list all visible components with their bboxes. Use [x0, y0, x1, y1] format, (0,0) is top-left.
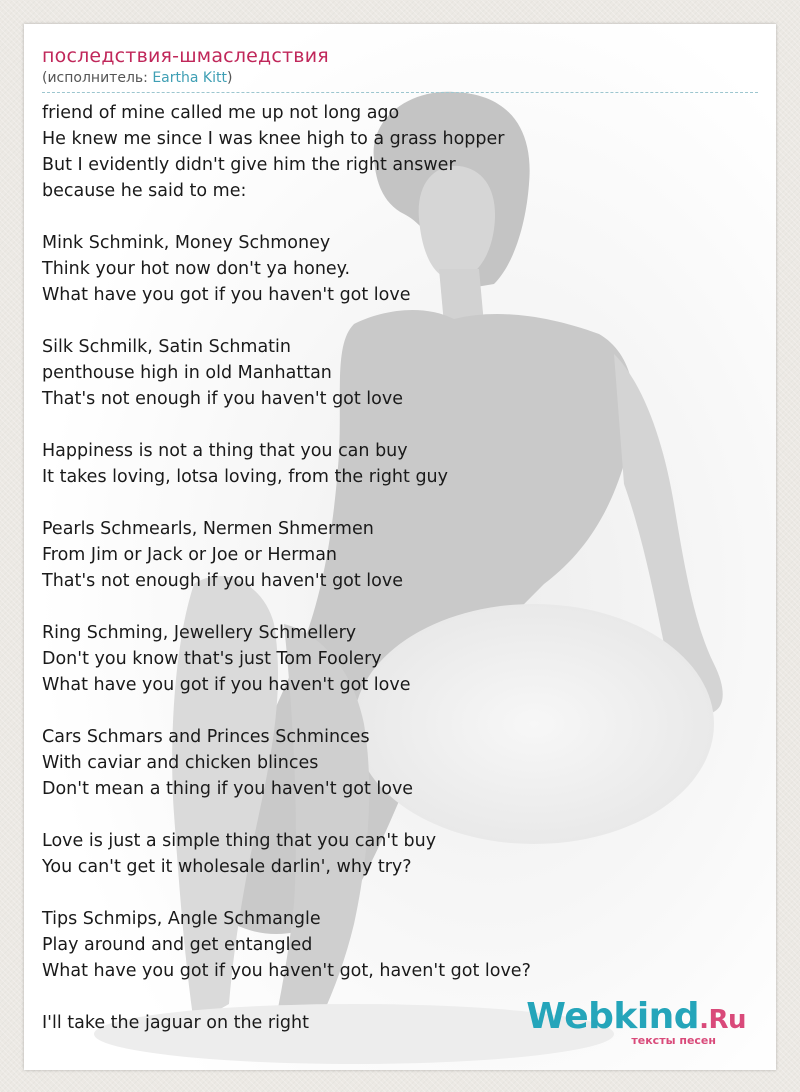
lyric-line: Mink Schmink, Money Schmoney	[42, 233, 331, 253]
lyric-line: Tips Schmips, Angle Schmangle	[42, 909, 321, 929]
logo-tld: .Ru	[699, 1005, 746, 1035]
lyrics-stanza	[42, 230, 758, 308]
lyrics-stanza	[42, 620, 758, 698]
lyrics-body	[42, 100, 758, 1036]
lyric-line: But I evidently didn't give him the right answer	[42, 155, 456, 175]
lyric-line: With caviar and chicken blinces	[42, 753, 319, 773]
lyrics-stanza	[42, 906, 758, 984]
artist-prefix: (исполнитель:	[42, 70, 153, 86]
lyric-line: Don't mean a thing if you haven't got love	[42, 779, 414, 799]
lyric-line: From Jim or Jack or Joe or Herman	[42, 545, 338, 565]
lyrics-stanza	[42, 724, 758, 802]
lyric-line: That's not enough if you haven't got love	[42, 389, 403, 409]
lyrics-stanza	[42, 438, 758, 490]
lyrics-stanza	[42, 100, 758, 204]
lyrics-card	[24, 24, 776, 1070]
lyric-line: That's not enough if you haven't got love	[42, 571, 403, 591]
lyric-line: friend of mine called me up not long ago	[42, 103, 400, 123]
lyric-line: Don't you know that's just Tom Foolery	[42, 649, 382, 669]
lyric-line: Love is just a simple thing that you can't buy	[42, 831, 437, 851]
lyric-line: Play around and get entangled	[42, 935, 313, 955]
song-title: последствия-шмаследствия	[42, 45, 329, 67]
lyric-line: penthouse high in old Manhattan	[42, 363, 332, 383]
lyrics-stanza	[42, 516, 758, 594]
lyric-line: What have you got if you haven't got love	[42, 285, 411, 305]
lyric-line: It takes loving, lotsa loving, from the right guy	[42, 467, 448, 487]
lyric-line: Silk Schmilk, Satin Schmatin	[42, 337, 291, 357]
lyric-line: I'll take the jaguar on the right	[42, 1013, 309, 1033]
artist-suffix: )	[226, 70, 233, 86]
artist-line	[42, 68, 758, 93]
lyrics-stanza	[42, 828, 758, 880]
logo-tagline: тексты песен	[631, 1034, 716, 1047]
lyric-line: because he said to me:	[42, 181, 247, 201]
lyric-line: What have you got if you haven't got love	[42, 675, 411, 695]
logo-wordmark	[526, 998, 746, 1039]
lyric-line: Think your hot now don't ya honey.	[42, 259, 351, 279]
lyric-line: You can't get it wholesale darlin', why try?	[42, 857, 412, 877]
logo-name: Webkind	[526, 996, 700, 1037]
webkind-logo[interactable]	[526, 998, 746, 1047]
lyrics-content	[42, 44, 758, 1062]
lyric-line: What have you got if you haven't got, haven't got love?	[42, 961, 531, 981]
lyric-line: Pearls Schmearls, Nermen Shmermen	[42, 519, 374, 539]
lyrics-stanza	[42, 334, 758, 412]
lyric-line: Happiness is not a thing that you can buy	[42, 441, 408, 461]
lyric-line: Ring Schming, Jewellery Schmellery	[42, 623, 357, 643]
lyric-line: Cars Schmars and Princes Schminces	[42, 727, 370, 747]
lyric-line: He knew me since I was knee high to a grass hopper	[42, 129, 505, 149]
artist-link[interactable]: Eartha Kitt	[152, 70, 227, 86]
